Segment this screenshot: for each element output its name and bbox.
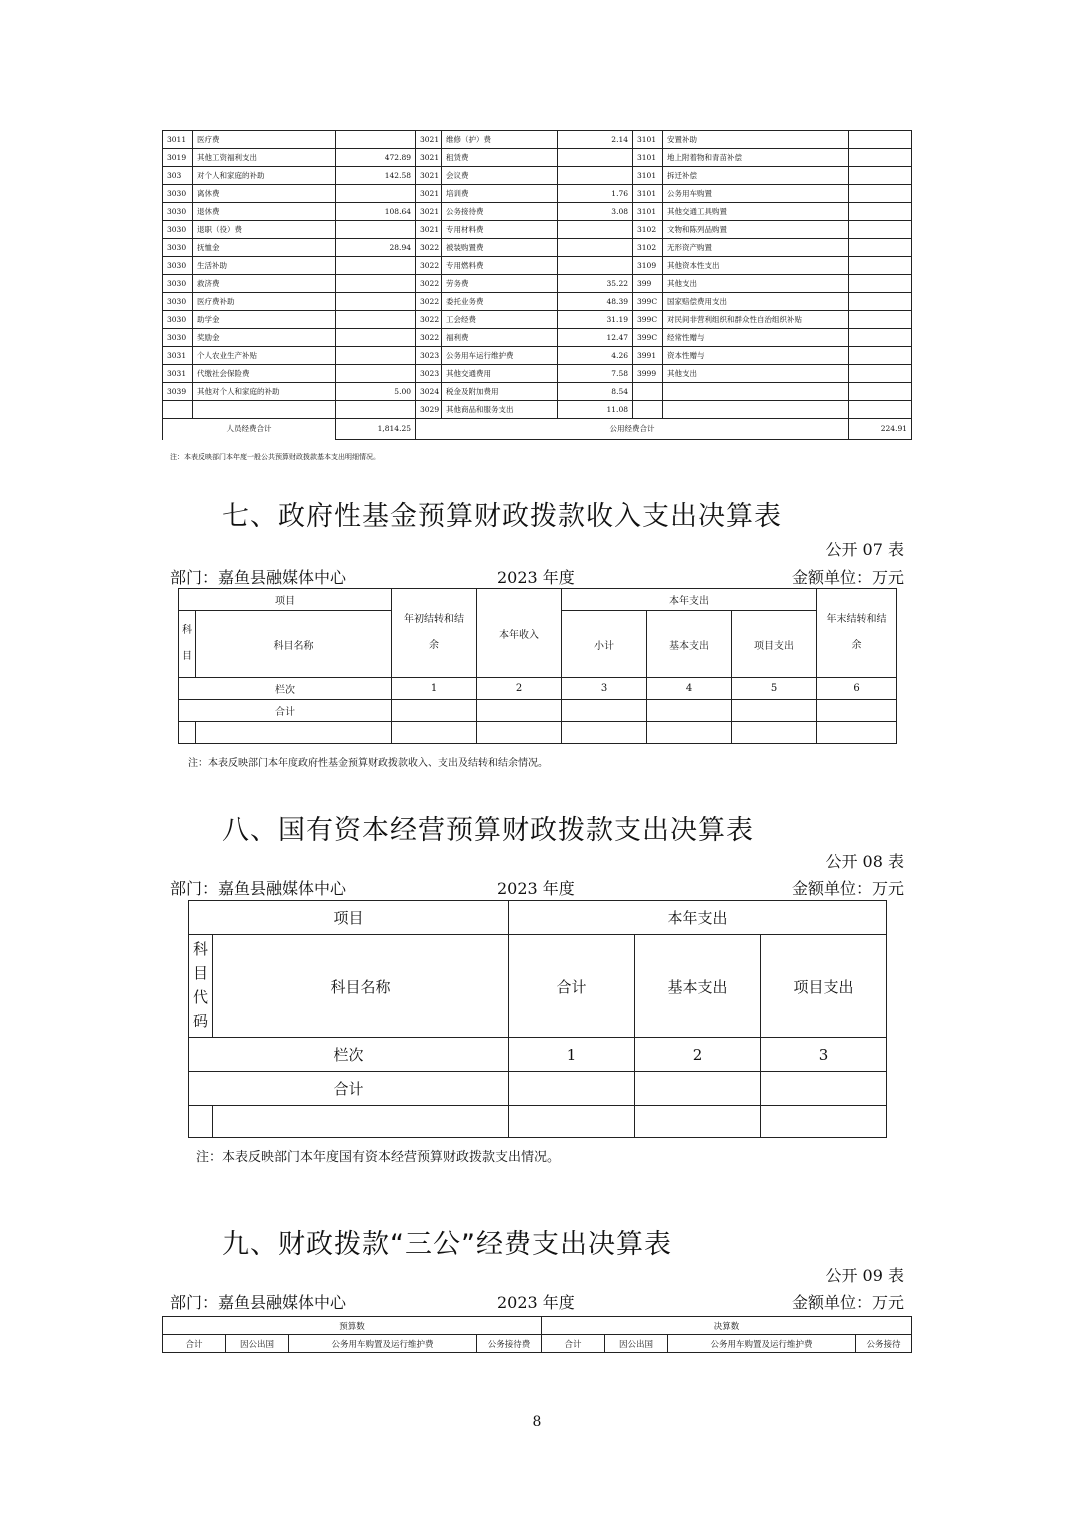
- detail-table-cell: 救济费: [193, 275, 336, 293]
- detail-table-cell: 3030: [163, 275, 193, 293]
- section8-title: 八、国有资本经营预算财政拨款支出决算表: [222, 815, 754, 846]
- detail-table-row: [163, 131, 912, 149]
- detail-table-cell: 离休费: [193, 185, 336, 203]
- t7-col-1: 1: [392, 678, 477, 700]
- detail-table-cell: 其他支出: [663, 275, 849, 293]
- detail-table-cell: 维修（护）费: [442, 131, 558, 149]
- detail-table-cell: [849, 311, 912, 329]
- t8-col-3: 3: [761, 1038, 887, 1072]
- detail-table-cell: 地上附着物和青苗补偿: [663, 149, 849, 167]
- detail-table-cell: [849, 401, 912, 419]
- detail-table-cell: 5.00: [336, 383, 416, 401]
- t8-proj-header: 项目支出: [761, 935, 887, 1038]
- detail-table-cell: 个人农业生产补贴: [193, 347, 336, 365]
- detail-table-cell: 3030: [163, 239, 193, 257]
- detail-table-cell: 其他对个人和家庭的补助: [193, 383, 336, 401]
- detail-table-cell: 3021: [416, 221, 442, 239]
- detail-table-cell: 抚恤金: [193, 239, 336, 257]
- t8-code-header: 科 目 代 码: [189, 935, 213, 1038]
- personnel-total-value: 1,814.25: [336, 419, 416, 440]
- detail-table-cell: 3023: [416, 347, 442, 365]
- detail-table-row: [163, 275, 912, 293]
- detail-table-cell: 医疗费补助: [193, 293, 336, 311]
- detail-table-cell: [849, 275, 912, 293]
- t7-col-label: 栏次: [179, 678, 392, 700]
- detail-table-cell: 399C: [633, 311, 663, 329]
- detail-table-cell: 3999: [633, 365, 663, 383]
- detail-table-cell: 文物和陈列品购置: [663, 221, 849, 239]
- t7-total-label: 合计: [179, 700, 392, 722]
- detail-table-cell: [336, 293, 416, 311]
- detail-table-row: [163, 311, 912, 329]
- t7-name-header: 科目名称: [196, 611, 392, 678]
- t7-proj-header: 项目支出: [732, 611, 817, 678]
- detail-table-cell: [336, 311, 416, 329]
- t9-sub-header: 因公出国: [605, 1335, 668, 1353]
- page-number: 8: [532, 1414, 542, 1430]
- detail-table-cell: [336, 257, 416, 275]
- detail-table-cell: 对民间非营利组织和群众性自治组织补贴: [663, 311, 849, 329]
- detail-table-cell: 4.26: [558, 347, 633, 365]
- section8-unit: 金额单位：万元: [791, 879, 904, 898]
- t9-budget-header: 预算数: [163, 1317, 542, 1335]
- detail-table-cell: [849, 239, 912, 257]
- detail-table-cell: 其他交通工具购置: [663, 203, 849, 221]
- section8-table-no: 公开 08 表: [825, 852, 904, 871]
- detail-table-cell: 28.94: [336, 239, 416, 257]
- detail-table-cell: 对个人和家庭的补助: [193, 167, 336, 185]
- t9-final-header: 决算数: [542, 1317, 912, 1335]
- detail-table-cell: [336, 275, 416, 293]
- detail-table-cell: [849, 203, 912, 221]
- detail-table-cell: [558, 149, 633, 167]
- t9-sub-header: 因公出国: [226, 1335, 289, 1353]
- t7-begin-header: 年初结转和结 余: [392, 589, 477, 678]
- detail-table-cell: [558, 221, 633, 239]
- detail-table-cell: [558, 239, 633, 257]
- detail-table-cell: [336, 365, 416, 383]
- detail-table-cell: [849, 167, 912, 185]
- detail-table-cell: 3022: [416, 239, 442, 257]
- detail-table-cell: 资本性赠与: [663, 347, 849, 365]
- detail-table-cell: 399C: [633, 329, 663, 347]
- basic-expense-detail-table: [162, 130, 912, 440]
- detail-table-cell: 医疗费: [193, 131, 336, 149]
- detail-table-cell: 公务用车运行维护费: [442, 347, 558, 365]
- detail-table-cell: 3021: [416, 167, 442, 185]
- t8-total-header: 合计: [509, 935, 635, 1038]
- t8-col-1: 1: [509, 1038, 635, 1072]
- detail-table-cell: 3019: [163, 149, 193, 167]
- detail-table-cell: 无形资产购置: [663, 239, 849, 257]
- detail-table-cell: 3022: [416, 293, 442, 311]
- detail-table-cell: [633, 383, 663, 401]
- detail-table-cell: 303: [163, 167, 193, 185]
- detail-table-cell: 租赁费: [442, 149, 558, 167]
- detail-table-cell: 福利费: [442, 329, 558, 347]
- detail-table-cell: 3021: [416, 185, 442, 203]
- detail-table-cell: [336, 329, 416, 347]
- t7-basic-header: 基本支出: [647, 611, 732, 678]
- detail-table-cell: 399C: [633, 293, 663, 311]
- detail-table-cell: 3102: [633, 239, 663, 257]
- detail-table-cell: 2.14: [558, 131, 633, 149]
- detail-table-row: [163, 203, 912, 221]
- t7-project-header: 项目: [179, 589, 392, 611]
- detail-table-cell: [849, 383, 912, 401]
- detail-table-cell: 11.08: [558, 401, 633, 419]
- section7-note: 注：本表反映部门本年度政府性基金预算财政拨款收入、支出及结转和结余情况。: [188, 758, 548, 769]
- detail-table-cell: 399: [633, 275, 663, 293]
- detail-table-cell: 委托业务费: [442, 293, 558, 311]
- detail-table-cell: 其他商品和服务支出: [442, 401, 558, 419]
- detail-table-row: [163, 383, 912, 401]
- detail-table-cell: [558, 257, 633, 275]
- detail-table-row: [163, 293, 912, 311]
- detail-table-cell: 3109: [633, 257, 663, 275]
- detail-table-cell: 生活补助: [193, 257, 336, 275]
- detail-table-cell: 3101: [633, 167, 663, 185]
- detail-table-cell: 培训费: [442, 185, 558, 203]
- detail-table-cell: 退职（役）费: [193, 221, 336, 239]
- t8-name-header: 科目名称: [213, 935, 509, 1038]
- detail-table-cell: [849, 149, 912, 167]
- detail-table-cell: [336, 221, 416, 239]
- t7-col-2: 2: [477, 678, 562, 700]
- detail-table-cell: [193, 401, 336, 419]
- t9-sub-header: 公务接待: [856, 1335, 912, 1353]
- detail-table-cell: 3030: [163, 221, 193, 239]
- detail-table-cell: 经常性赠与: [663, 329, 849, 347]
- detail-table-cell: 3031: [163, 347, 193, 365]
- section8-dept: 部门：嘉鱼县融媒体中心: [170, 879, 347, 898]
- detail-table-cell: 3101: [633, 149, 663, 167]
- detail-table-cell: 3030: [163, 311, 193, 329]
- detail-table-cell: 3039: [163, 383, 193, 401]
- detail-table-cell: 472.89: [336, 149, 416, 167]
- section9-title: 九、财政拨款“三公”经费支出决算表: [222, 1229, 672, 1260]
- t7-income-header: 本年收入: [477, 589, 562, 678]
- detail-table-note: 注：本表反映部门本年度一般公共预算财政拨款基本支出明细情况。: [170, 453, 380, 461]
- public-total-label: 公用经费合计: [416, 419, 849, 440]
- detail-table-cell: 其他资本性支出: [663, 257, 849, 275]
- detail-table-row: [163, 347, 912, 365]
- personnel-total-label: 人员经费合计: [163, 419, 336, 440]
- detail-table-cell: 其他工资福利支出: [193, 149, 336, 167]
- t9-sub-header: 公务用车购置及运行维护费: [289, 1335, 477, 1353]
- detail-table-cell: 退休费: [193, 203, 336, 221]
- t7-expense-header: 本年支出: [562, 589, 817, 611]
- t9-sub-header: 合计: [163, 1335, 226, 1353]
- detail-table-cell: [663, 383, 849, 401]
- detail-table-cell: [849, 365, 912, 383]
- t9-sub-header: 公务接待费: [477, 1335, 542, 1353]
- detail-table-cell: 会议费: [442, 167, 558, 185]
- t9-sub-header: 公务用车购置及运行维护费: [668, 1335, 856, 1353]
- detail-table-cell: 3030: [163, 257, 193, 275]
- detail-table-cell: 142.58: [336, 167, 416, 185]
- detail-table-cell: [663, 401, 849, 419]
- detail-table-cell: 3.08: [558, 203, 633, 221]
- detail-table-cell: 专用材料费: [442, 221, 558, 239]
- detail-table-cell: [849, 221, 912, 239]
- detail-table-cell: 奖励金: [193, 329, 336, 347]
- detail-table-cell: [633, 401, 663, 419]
- detail-table-body: [163, 131, 912, 419]
- detail-table-cell: 3022: [416, 311, 442, 329]
- detail-table-cell: 1.76: [558, 185, 633, 203]
- detail-table-cell: [163, 401, 193, 419]
- t8-col-2: 2: [635, 1038, 761, 1072]
- t7-subtotal-header: 小计: [562, 611, 647, 678]
- detail-table-cell: 工会经费: [442, 311, 558, 329]
- detail-table-cell: 3022: [416, 329, 442, 347]
- detail-table-cell: 被装购置费: [442, 239, 558, 257]
- detail-table-cell: 代缴社会保险费: [193, 365, 336, 383]
- t8-col-label: 栏次: [189, 1038, 509, 1072]
- section7-table-no: 公开 07 表: [825, 540, 904, 559]
- detail-table-cell: 3023: [416, 365, 442, 383]
- detail-table-row: [163, 239, 912, 257]
- detail-table-cell: 公务用车购置: [663, 185, 849, 203]
- detail-table-row: [163, 221, 912, 239]
- section7-year: 2023 年度: [497, 568, 575, 587]
- detail-table-cell: 3102: [633, 221, 663, 239]
- detail-table-cell: 3011: [163, 131, 193, 149]
- detail-table-cell: 3031: [163, 365, 193, 383]
- detail-table-cell: 3030: [163, 185, 193, 203]
- detail-table-cell: 其他支出: [663, 365, 849, 383]
- detail-table-cell: 3029: [416, 401, 442, 419]
- detail-table-cell: 3024: [416, 383, 442, 401]
- t7-col-3: 3: [562, 678, 647, 700]
- detail-table-cell: 3022: [416, 257, 442, 275]
- detail-table-cell: [558, 167, 633, 185]
- detail-table-cell: [336, 131, 416, 149]
- t7-col-5: 5: [732, 678, 817, 700]
- t7-col-6: 6: [817, 678, 897, 700]
- t7-code-header: 科 目: [179, 611, 196, 678]
- detail-table-row: [163, 365, 912, 383]
- three-public-table: [162, 1316, 912, 1353]
- detail-table-cell: 108.64: [336, 203, 416, 221]
- section9-year: 2023 年度: [497, 1293, 575, 1312]
- gov-fund-table: [178, 588, 897, 744]
- detail-table-cell: [336, 185, 416, 203]
- section9-dept: 部门：嘉鱼县融媒体中心: [170, 1293, 347, 1312]
- detail-table-cell: [849, 293, 912, 311]
- detail-table-cell: 3030: [163, 293, 193, 311]
- section8-note: 注：本表反映部门本年度国有资本经营预算财政拨款支出情况。: [196, 1150, 561, 1165]
- detail-table-cell: [849, 185, 912, 203]
- detail-table-cell: 助学金: [193, 311, 336, 329]
- public-total-value: 224.91: [849, 419, 912, 440]
- detail-table-cell: [849, 329, 912, 347]
- detail-table-cell: 12.47: [558, 329, 633, 347]
- state-capital-table: [188, 900, 887, 1138]
- detail-table-cell: 3021: [416, 149, 442, 167]
- detail-table-cell: 3030: [163, 329, 193, 347]
- section7-dept: 部门：嘉鱼县融媒体中心: [170, 568, 347, 587]
- detail-table-row: [163, 257, 912, 275]
- detail-table-cell: 其他交通费用: [442, 365, 558, 383]
- detail-table-cell: 3030: [163, 203, 193, 221]
- detail-table-cell: [849, 131, 912, 149]
- detail-table-cell: 3021: [416, 203, 442, 221]
- t8-total-label: 合计: [189, 1072, 509, 1106]
- section9-unit: 金额单位：万元: [791, 1293, 904, 1312]
- detail-table-cell: 3021: [416, 131, 442, 149]
- detail-table-cell: [849, 257, 912, 275]
- detail-table-cell: 安置补助: [663, 131, 849, 149]
- detail-table-row: [163, 149, 912, 167]
- detail-table-cell: 3022: [416, 275, 442, 293]
- detail-table-cell: 3991: [633, 347, 663, 365]
- detail-table-cell: 7.58: [558, 365, 633, 383]
- detail-table-cell: [336, 347, 416, 365]
- detail-table-cell: [336, 401, 416, 419]
- totals-row: [163, 419, 912, 440]
- detail-table-cell: 31.19: [558, 311, 633, 329]
- t8-basic-header: 基本支出: [635, 935, 761, 1038]
- section9-table-no: 公开 09 表: [825, 1266, 904, 1285]
- section7-title: 七、政府性基金预算财政拨款收入支出决算表: [222, 501, 782, 532]
- detail-table-cell: 35.22: [558, 275, 633, 293]
- detail-table-cell: 税金及附加费用: [442, 383, 558, 401]
- detail-table-row: [163, 167, 912, 185]
- t8-project-header: 项目: [189, 901, 509, 935]
- detail-table-cell: 8.54: [558, 383, 633, 401]
- detail-table-cell: 国家赔偿费用支出: [663, 293, 849, 311]
- t9-sub-header: 合计: [542, 1335, 605, 1353]
- t7-end-header: 年末结转和结 余: [817, 589, 897, 678]
- detail-table-cell: 拆迁补偿: [663, 167, 849, 185]
- detail-table-cell: 3101: [633, 203, 663, 221]
- detail-table-cell: 劳务费: [442, 275, 558, 293]
- detail-table-cell: [849, 347, 912, 365]
- detail-table-cell: 48.39: [558, 293, 633, 311]
- section8-year: 2023 年度: [497, 879, 575, 898]
- detail-table-cell: 3101: [633, 131, 663, 149]
- detail-table-row: [163, 185, 912, 203]
- detail-table-cell: 专用燃料费: [442, 257, 558, 275]
- detail-table-cell: 公务接待费: [442, 203, 558, 221]
- t8-expense-header: 本年支出: [509, 901, 887, 935]
- detail-table-row: [163, 401, 912, 419]
- t7-col-4: 4: [647, 678, 732, 700]
- section7-unit: 金额单位：万元: [791, 568, 904, 587]
- detail-table-cell: 3101: [633, 185, 663, 203]
- detail-table-row: [163, 329, 912, 347]
